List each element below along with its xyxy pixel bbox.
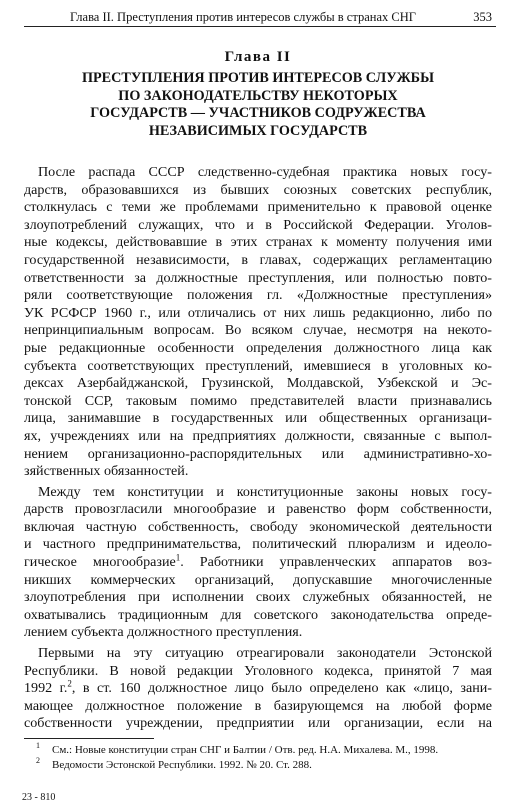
text-line: дарств провозгласили многообразие и равенство форм собственности, — [24, 501, 492, 518]
text-line: ряли соответствующие положения гл. «Должностные преступления» — [24, 287, 492, 304]
text-line: УК РСФСР 1960 г., или отличались от них лишь редакционно, либо по — [24, 304, 492, 321]
text-fragment: 1992 г. — [24, 680, 68, 697]
text-line: непринципиальным вопросам. Во всяком случае, несмотря на некото- — [24, 322, 492, 339]
paragraph-2 — [24, 484, 492, 642]
printer-signature: 23 - 810 — [22, 792, 56, 803]
text-line: злоупотребления при исполнении своих служебных обязанностей, не — [24, 589, 492, 606]
text-line: никших коммерческих организаций, допускавшие многочисленные — [24, 571, 492, 588]
chapter-title-line: ПО ЗАКОНОДАТЕЛЬСТВУ НЕКОТОРЫХ — [118, 87, 398, 104]
text-line: лица, занимавшие в государственных или общественных организаци- — [24, 410, 492, 427]
footnote-text: См.: Новые конституции стран СНГ и Балтии / Отв. ред. Н.А. Михалева. М., 1998. — [52, 744, 439, 756]
text-line — [24, 554, 492, 572]
footnote-number: 1 — [36, 741, 40, 751]
text-line: рые редакционные особенности определения должностного лица как — [24, 339, 492, 356]
chapter-label: Глава II — [224, 49, 292, 65]
text-line — [24, 680, 492, 698]
running-title: Глава II. Преступления против интересов службы в странах СНГ — [70, 10, 416, 24]
text-line: включая частную собственность, свободу экономической деятельности — [24, 518, 492, 535]
paragraph-3 — [24, 645, 492, 733]
text-fragment: , в ст. 160 должностное лицо было определено как «лицо, зани- — [71, 680, 492, 697]
text-line: государственной независимости, в главах, содержащих регламентацию — [24, 251, 492, 268]
text-line: собственности учреждении, предприятии или организации, если на — [24, 715, 492, 732]
footnote-text: Ведомости Эстонской Республики. 1992. № 20. Ст. 288. — [52, 759, 312, 771]
text-line: Первыми на эту ситуацию отреагировали законодатели Эстонской — [38, 645, 492, 662]
text-line: злоупотреблений служащих, что и в Российской Федерации. Уголов- — [24, 216, 492, 233]
footnote-number: 2 — [36, 756, 40, 766]
chapter-title — [40, 70, 476, 140]
footnote-rule — [24, 738, 154, 739]
text-line: После распада СССР следственно-судебная практика новых госу- — [38, 164, 492, 180]
text-line: зяйственных обязанностей. — [24, 463, 189, 480]
text-line: ответственности за должностные преступления, или полностью повто- — [24, 269, 492, 286]
footnote-2 — [24, 758, 496, 773]
running-header — [24, 8, 496, 27]
text-fragment: гическое многообразие — [24, 554, 176, 571]
text-line: и частного предпринимательства, политический плюрализм и идеоло- — [24, 536, 492, 553]
text-line: Между тем конституции и конституционные законы новых госу- — [38, 483, 492, 500]
text-line: Республики. В новой редакции Уголовного кодекса, принятой 7 мая — [24, 662, 492, 679]
text-line: ях, учреждениях или на предприятиях должности, связанные с выпол- — [24, 427, 492, 444]
chapter-title-line: НЕЗАВИСИМЫХ ГОСУДАРСТВ — [148, 122, 368, 139]
footnote-ref[interactable]: 2 — [67, 678, 72, 689]
footnotes — [24, 738, 496, 773]
text-line: субъекта соответствующих преступлений, имевшиеся в уголовных ко- — [24, 357, 492, 374]
page-number: 353 — [473, 10, 492, 24]
text-line: нением организационно-распорядительных или административно-хо- — [24, 445, 492, 462]
body-text — [24, 164, 492, 733]
text-line: дексах Азербайджанской, Грузинской, Молдавской, Узбекской и Эс- — [24, 375, 492, 392]
text-line: охватывались традиционным для советского законодательства опреде- — [24, 606, 492, 623]
text-line: лением субъекта должностного преступления. — [24, 624, 303, 641]
chapter-title-line: ГОСУДАРСТВ — УЧАСТНИКОВ СОДРУЖЕСТВА — [90, 105, 426, 121]
footnote-1 — [24, 743, 496, 758]
text-line: тонской ССР, таковым помимо представителей власти признавались — [24, 392, 492, 409]
footnote-ref[interactable]: 1 — [175, 552, 181, 563]
text-line: столкнулась с теми же проблемами применительно к правовой оценке — [24, 199, 492, 216]
text-line: мающее должностное положение в базирующемся на любой форме — [24, 697, 492, 714]
chapter-title-line: ПРЕСТУПЛЕНИЯ ПРОТИВ ИНТЕРЕСОВ СЛУЖБЫ — [81, 70, 434, 86]
text-line: дарств, образовавшихся из бывших союзных советских республик, — [24, 181, 492, 198]
text-line: ные кодексы, действовавшие в этих странах к моменту получения ими — [24, 234, 492, 251]
text-fragment: . Работники управленческих аппаратов воз- — [180, 554, 492, 571]
paragraph-1 — [24, 164, 492, 481]
